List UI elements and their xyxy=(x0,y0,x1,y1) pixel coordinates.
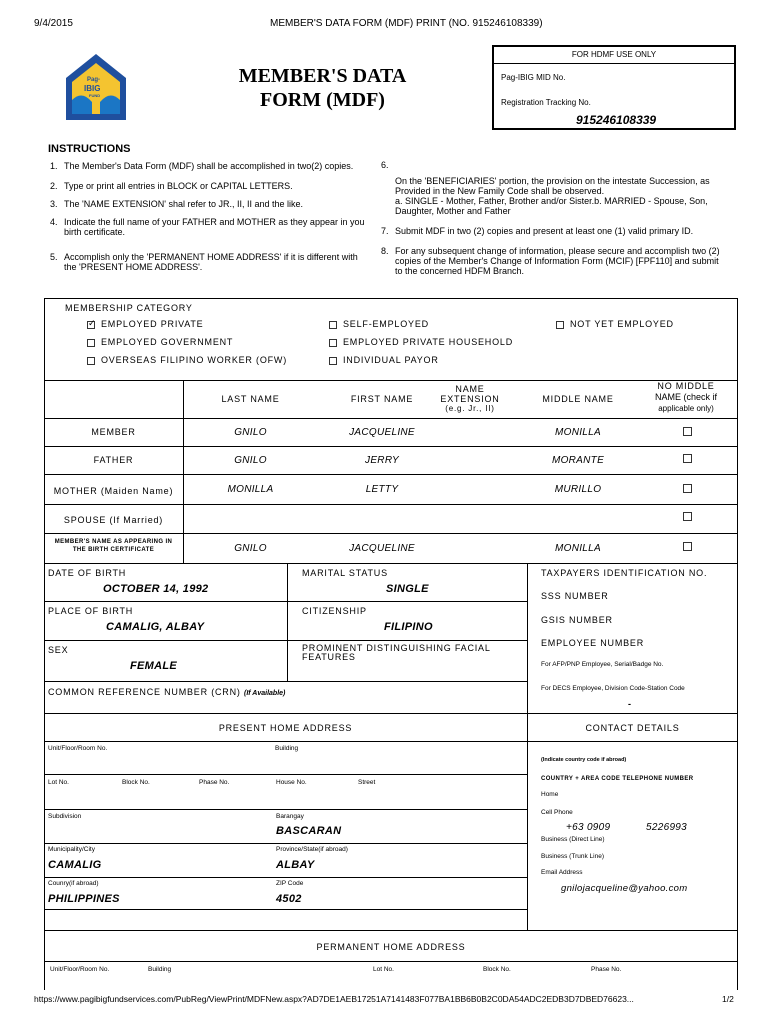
row-label-father: FATHER xyxy=(93,455,134,465)
row-label-mother: MOTHER (Maiden Name) xyxy=(53,486,174,496)
instruction-item: 2. Type or print all entries in BLOCK or CAPITAL LETTERS. xyxy=(50,181,293,191)
perm-phase-label: Phase No. xyxy=(591,966,622,973)
perm-block-label: Block No. xyxy=(483,966,511,973)
contact-details-title: CONTACT DETAILS xyxy=(585,723,680,733)
crn-label: COMMON REFERENCE NUMBER (CRN) (If Available) xyxy=(48,687,286,697)
cell-code-value[interactable]: +63 0909 xyxy=(566,822,611,833)
citizenship-value[interactable]: FILIPINO xyxy=(384,621,433,633)
mother-last-name[interactable]: MONILLA xyxy=(227,484,274,495)
checkbox-checked-icon[interactable] xyxy=(87,321,95,329)
divider xyxy=(44,640,528,641)
barangay-value[interactable]: BASCARAN xyxy=(276,825,342,837)
hdmf-use-box xyxy=(492,45,736,130)
rtn-value: 915246108339 xyxy=(576,113,657,127)
instruction-item: 4. Indicate the full name of your FATHER and MOTHER as they appear in you birth certificate. xyxy=(50,217,365,237)
father-last-name[interactable]: GNILO xyxy=(234,455,267,466)
divider xyxy=(44,380,738,381)
zip-label: ZIP Code xyxy=(276,880,304,887)
cell-number-value[interactable]: 5226993 xyxy=(646,822,688,833)
footer-page-number: 1/2 xyxy=(722,994,734,1004)
marital-value[interactable]: SINGLE xyxy=(386,583,429,595)
features-label: PROMINENT DISTINGUISHING FACIAL FEATURES xyxy=(302,643,491,662)
instruction-item: 3. The 'NAME EXTENSION' shal refer to JR., II, II and the like. xyxy=(50,199,304,209)
row-label-birth-certificate: MEMBER'S NAME AS APPEARING IN THE BIRTH CERTIFICATE xyxy=(54,539,173,553)
gsis-label: GSIS NUMBER xyxy=(541,615,613,625)
no-middle-name-checkbox[interactable] xyxy=(683,454,692,463)
instruction-item: 1. The Member's Data Form (MDF) shall be accomplished in two(2) copies. xyxy=(50,161,354,171)
zip-value[interactable]: 4502 xyxy=(276,893,302,905)
instruction-6-a: a. SINGLE - Mother, Father, Brother and/or Sister.b. MARRIED - Spouse, Son, Daughter, Mother and Father xyxy=(395,196,708,216)
footer-url[interactable]: https://www.pagibigfundservices.com/PubReg/ViewPrint/MDFNew.aspx?AD7DE1AEB17251A7141483F077BA1BB6B0B2C0DA54ADC2EDB3D7DBED76623... xyxy=(34,994,634,1004)
divider xyxy=(44,446,738,447)
business-direct-label: Business (Direct Line) xyxy=(541,836,605,843)
rtn-label: Registration Tracking No. xyxy=(501,98,591,107)
instructions-title: INSTRUCTIONS xyxy=(48,143,131,155)
no-middle-name-checkbox[interactable] xyxy=(683,427,692,436)
phase-label: Phase No. xyxy=(199,779,230,786)
divider xyxy=(44,681,528,682)
father-first-name[interactable]: JERRY xyxy=(365,455,399,466)
perm-building-label: Building xyxy=(148,966,172,973)
instruction-item: 5. Accomplish only the 'PERMANENT HOME ADDRESS' if it is different with the 'PRESENT HOME ADDRESS'. xyxy=(50,252,358,272)
instructions-right xyxy=(381,160,721,276)
header-first-name: FIRST NAME xyxy=(350,394,414,404)
sex-label: SEX xyxy=(48,645,69,655)
header-no-middle-name: NO MIDDLE NAME (check if applicable only) xyxy=(654,381,717,413)
divider xyxy=(44,809,527,810)
member-middle-name[interactable]: MONILLA xyxy=(554,427,601,438)
dob-value[interactable]: OCTOBER 14, 1992 xyxy=(103,583,209,595)
bc-middle-name[interactable]: MONILLA xyxy=(554,543,601,554)
present-address-title: PRESENT HOME ADDRESS xyxy=(218,723,353,733)
citizenship-label: CITIZENSHIP xyxy=(302,606,367,616)
no-middle-name-checkbox[interactable] xyxy=(683,484,692,493)
house-label: House No. xyxy=(276,779,307,786)
building-label: Building xyxy=(275,745,299,752)
divider xyxy=(44,504,738,505)
header-middle-name: MIDDLE NAME xyxy=(542,394,614,404)
mid-label: Pag-IBIG MID No. xyxy=(501,73,566,82)
marital-label: MARITAL STATUS xyxy=(302,568,388,578)
divider xyxy=(183,380,184,563)
pob-label: PLACE OF BIRTH xyxy=(48,606,134,616)
divider xyxy=(44,601,528,602)
country-value[interactable]: PHILIPPINES xyxy=(48,893,120,905)
sex-value[interactable]: FEMALE xyxy=(130,660,178,672)
no-middle-name-checkbox[interactable] xyxy=(683,512,692,521)
lot-label: Lot No. xyxy=(48,779,69,786)
membership-option-self-employed[interactable]: SELF-EMPLOYED xyxy=(329,319,429,329)
hdmf-header: FOR HDMF USE ONLY xyxy=(494,47,734,64)
country-label: Counry(if abroad) xyxy=(48,880,99,887)
membership-option-not-yet-employed[interactable]: NOT YET EMPLOYED xyxy=(556,319,674,329)
divider xyxy=(527,563,528,987)
divider xyxy=(44,843,527,844)
checkbox-icon[interactable] xyxy=(556,321,564,329)
home-phone-label: Home xyxy=(541,791,559,798)
dob-label: DATE OF BIRTH xyxy=(48,568,127,578)
mother-middle-name[interactable]: MURILLO xyxy=(554,484,602,495)
tin-label: TAXPAYERS IDENTIFICATION NO. xyxy=(541,568,708,578)
divider xyxy=(44,961,738,962)
form-title xyxy=(215,64,430,112)
instructions-left xyxy=(50,161,372,276)
divider xyxy=(287,563,288,681)
logo-text-pag: Pag- xyxy=(87,77,101,83)
instruction-item: 6. xyxy=(381,160,389,170)
contact-note: (Indicate country code if abroad) xyxy=(541,757,627,763)
print-title: MEMBER'S DATA FORM (MDF) PRINT (NO. 915246108339) xyxy=(270,18,543,29)
contact-columns: COUNTRY + AREA CODE TELEPHONE NUMBER xyxy=(541,776,694,782)
unit-label: Unit/Floor/Room No. xyxy=(48,745,108,752)
province-value[interactable]: ALBAY xyxy=(276,859,315,871)
divider xyxy=(44,877,527,878)
membership-option-individual-payor[interactable]: INDIVIDUAL PAYOR xyxy=(329,355,439,365)
checkbox-icon[interactable] xyxy=(329,357,337,365)
mother-first-name[interactable]: LETTY xyxy=(365,484,399,495)
subdivision-label: Subdivision xyxy=(48,813,82,820)
membership-option-employed-private[interactable]: ✓EMPLOYED PRIVATE xyxy=(87,319,204,329)
print-date: 9/4/2015 xyxy=(34,18,73,29)
form-title-line2: FORM (MDF) xyxy=(260,89,385,111)
form-title-line1: MEMBER'S DATA xyxy=(238,65,407,87)
decs-label: For DECS Employee, Division Code-Station Code xyxy=(541,685,685,692)
pagibig-logo xyxy=(62,50,130,124)
row-label-spouse: SPOUSE (If Married) xyxy=(63,515,164,525)
divider xyxy=(44,474,738,475)
divider xyxy=(44,713,738,714)
bc-first-name[interactable]: JACQUELINE xyxy=(349,543,415,554)
street-label: Street xyxy=(358,779,376,786)
divider xyxy=(44,774,527,775)
logo-text-fund: FUND xyxy=(89,93,101,98)
checkbox-icon[interactable] xyxy=(87,357,95,365)
member-first-name[interactable]: JACQUELINE xyxy=(349,427,415,438)
membership-option-employed-government[interactable]: EMPLOYED GOVERNMENT xyxy=(87,337,233,347)
bc-last-name[interactable]: GNILO xyxy=(234,543,267,554)
logo-text-ibig: IBIG xyxy=(84,84,101,93)
permanent-address-section xyxy=(44,930,738,990)
pob-value[interactable]: CAMALIG, ALBAY xyxy=(106,621,205,633)
business-trunk-label: Business (Trunk Line) xyxy=(541,853,604,860)
perm-unit-label: Unit/Floor/Room No. xyxy=(50,966,110,973)
cell-phone-label: Cell Phone xyxy=(541,809,573,816)
afp-label: For AFP/PNP Employee, Serial/Badge No. xyxy=(541,661,664,668)
instruction-item: 8. For any subsequent change of information, please secure and accomplish two (2) copies of the Member's Change of Information Form (MCIF) [FPF110] and submit to the concerned HDFM Branch. xyxy=(381,246,720,276)
checkbox-icon[interactable] xyxy=(329,339,337,347)
email-value[interactable]: gnilojacqueline@yahoo.com xyxy=(561,883,688,894)
province-label: Province/State(if abroad) xyxy=(276,846,348,853)
municipality-value[interactable]: CAMALIG xyxy=(48,859,102,871)
checkbox-icon[interactable] xyxy=(87,339,95,347)
no-middle-name-checkbox[interactable] xyxy=(683,542,692,551)
decs-value: - xyxy=(628,699,631,709)
father-middle-name[interactable]: MORANTE xyxy=(551,455,605,466)
employee-number-label: EMPLOYEE NUMBER xyxy=(541,638,645,648)
divider xyxy=(44,418,738,419)
perm-lot-label: Lot No. xyxy=(373,966,394,973)
divider xyxy=(44,563,738,564)
instruction-6-text: On the 'BENEFICIARIES' portion, the provision on the intestate Succession, as Provided in the New Family Code shall be observed. xyxy=(395,176,710,196)
municipality-label: Municipality/City xyxy=(48,846,95,853)
header-name-extension: NAME EXTENSION (e.g. Jr., II) xyxy=(440,384,500,413)
member-last-name[interactable]: GNILO xyxy=(234,427,267,438)
barangay-label: Barangay xyxy=(276,813,304,820)
row-label-member: MEMBER xyxy=(91,427,136,437)
sss-label: SSS NUMBER xyxy=(541,591,609,601)
membership-option-ofw[interactable]: OVERSEAS FILIPINO WORKER (OFW) xyxy=(87,355,287,365)
divider xyxy=(44,741,738,742)
block-label: Block No. xyxy=(122,779,150,786)
email-label: Email Address xyxy=(541,869,583,876)
permanent-address-title: PERMANENT HOME ADDRESS xyxy=(316,942,466,952)
divider xyxy=(44,533,738,534)
instruction-item: 7. Submit MDF in two (2) copies and present at least one (1) valid primary ID. xyxy=(381,226,694,236)
membership-label: MEMBERSHIP CATEGORY xyxy=(65,303,193,313)
membership-option-private-household[interactable]: EMPLOYED PRIVATE HOUSEHOLD xyxy=(329,337,513,347)
checkbox-icon[interactable] xyxy=(329,321,337,329)
divider xyxy=(44,909,527,910)
header-last-name: LAST NAME xyxy=(221,394,280,404)
